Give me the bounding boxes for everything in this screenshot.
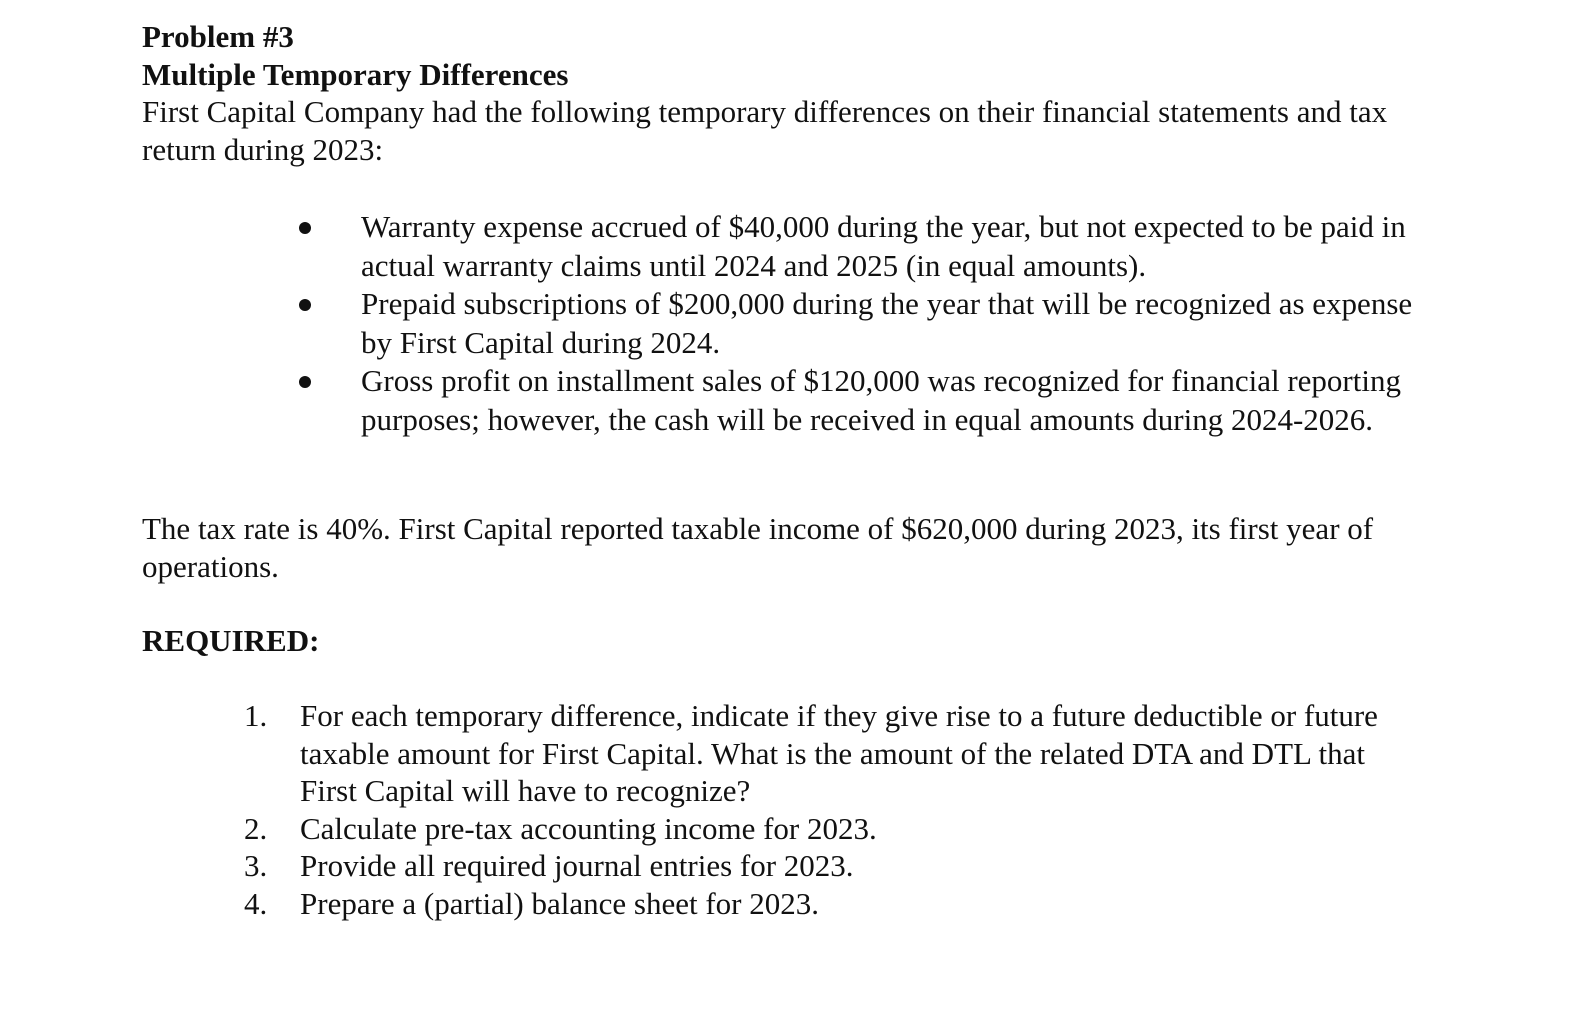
item-text: Prepare a (partial) balance sheet for 2023. <box>300 885 819 921</box>
list-item <box>244 810 1424 848</box>
list-item <box>290 362 1440 439</box>
bullet-icon <box>299 299 311 311</box>
bullet-icon <box>299 376 311 388</box>
list-item <box>290 285 1440 362</box>
difference-text: Gross profit on installment sales of $120,000 was recognized for financial reporting purposes; however, the cash will be received in equal amounts during 2024-2026. <box>361 363 1401 437</box>
list-item <box>244 885 1424 923</box>
problem-title: Problem #3 <box>142 19 294 54</box>
item-number: 4. <box>244 885 268 921</box>
item-number: 2. <box>244 810 268 846</box>
required-list <box>244 697 1424 922</box>
tax-info: The tax rate is 40%. First Capital reported taxable income of $620,000 during 2023, its first year of operations. <box>142 511 1374 584</box>
list-item <box>290 208 1440 285</box>
required-heading: REQUIRED: <box>142 623 320 658</box>
item-text: For each temporary difference, indicate if they give rise to a future deductible or future taxable amount for First Capital. What is the amount of the related DTA and DTL that First Capital will have to recognize? <box>300 698 1378 808</box>
temporary-differences-list <box>290 208 1440 439</box>
problem-intro: First Capital Company had the following temporary differences on their financial statements and tax return during 2023: <box>142 94 1388 167</box>
bullet-icon <box>299 222 311 234</box>
difference-text: Warranty expense accrued of $40,000 during the year, but not expected to be paid in actual warranty claims until 2024 and 2025 (in equal amounts). <box>361 209 1406 283</box>
list-item <box>244 847 1424 885</box>
item-number: 1. <box>244 698 268 733</box>
difference-text: Prepaid subscriptions of $200,000 during the year that will be recognized as expense by First Capital during 2024. <box>361 286 1413 360</box>
list-item <box>244 697 1424 810</box>
item-text: Calculate pre-tax accounting income for 2023. <box>300 810 877 846</box>
item-text: Provide all required journal entries for 2023. <box>300 848 854 883</box>
problem-subtitle: Multiple Temporary Differences <box>142 57 569 92</box>
item-number: 3. <box>244 848 268 883</box>
